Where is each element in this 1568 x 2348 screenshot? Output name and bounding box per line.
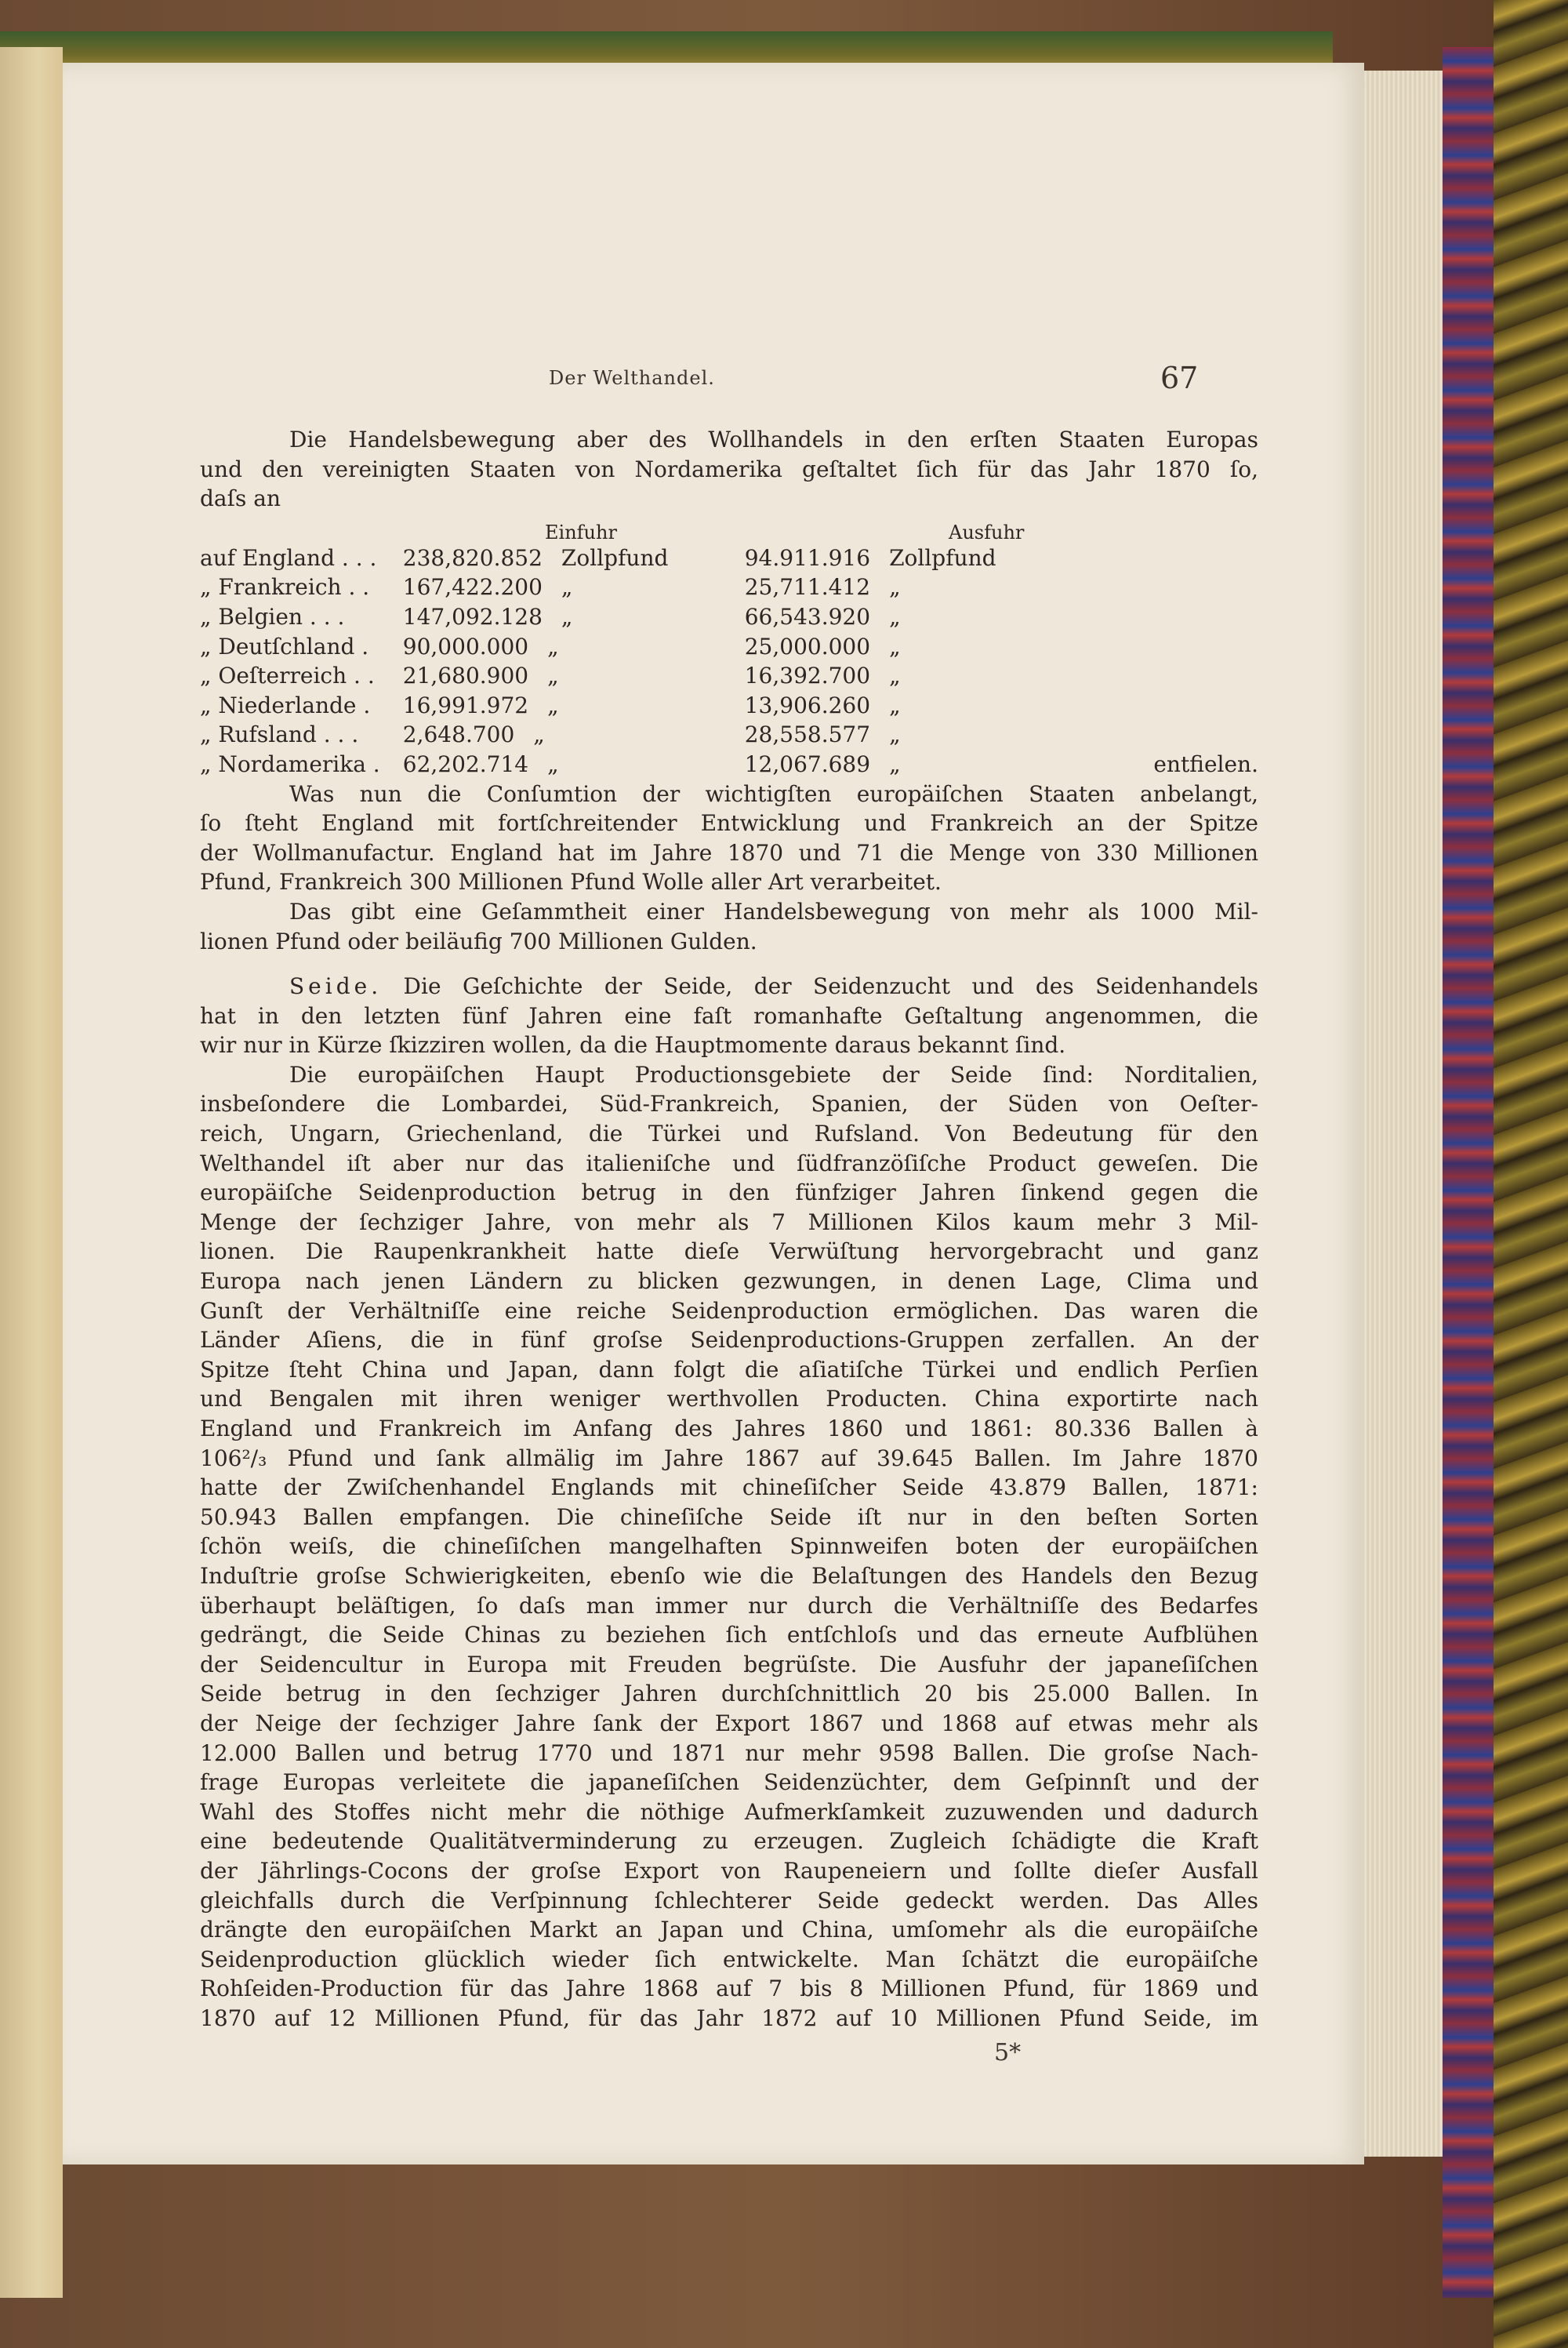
import-unit: „ xyxy=(547,692,559,718)
export-unit: „ xyxy=(889,692,901,718)
text-line: der Neige der ſechziger Jahre ſank der Export 1867 und 1868 auf etwas mehr als xyxy=(200,1710,1258,1736)
export-value: 25,000.000 xyxy=(744,633,871,660)
text-fragment: Die Geſchichte der Seide, der Seidenzucht und des Seidenhandels xyxy=(382,973,1258,1000)
printer-signature: 5* xyxy=(994,2039,1022,2066)
import-unit: „ xyxy=(561,574,573,601)
import-value: 147,092.128 xyxy=(402,603,543,630)
consumption-paragraph xyxy=(200,780,1258,897)
export-cell xyxy=(745,691,1154,721)
import-unit: „ xyxy=(547,751,559,777)
text-line: der Jährlings-Cocons der groſse Export von Raupeneiern und ſollte dieſer Ausfall xyxy=(200,1857,1258,1884)
remark-cell: entfielen. xyxy=(1153,751,1258,777)
country-cell: „ Belgien . . . xyxy=(200,603,345,630)
export-cell xyxy=(745,720,1154,750)
text-line: hatte der Zwiſchenhandel Englands mit chineſiſcher Seide 43.879 Ballen, 1871: xyxy=(200,1474,1258,1501)
export-unit: „ xyxy=(889,574,901,601)
import-cell xyxy=(403,602,745,632)
text-line: Was nun die Conſumtion der wichtigſten europäiſchen Staaten anbelangt, xyxy=(289,780,1258,807)
export-value: 94.911.916 xyxy=(744,544,871,571)
remark-cell xyxy=(1153,543,1258,573)
country-cell: „ Rufsland . . . xyxy=(200,721,359,748)
country-cell: auf England . . . xyxy=(200,544,377,571)
export-unit: „ xyxy=(889,663,901,689)
import-unit: „ xyxy=(547,663,559,689)
export-value: 12,067.689 xyxy=(744,751,871,777)
text-line: Die europäiſchen Haupt Productionsgebiete der Seide ſind: Norditalien, xyxy=(289,1061,1258,1088)
text-line: Menge der ſechziger Jahre, von mehr als 7 Millionen Kilos kaum mehr 3 Mil- xyxy=(200,1209,1258,1235)
export-unit: „ xyxy=(889,603,901,630)
remark-cell xyxy=(1153,661,1258,691)
export-unit: „ xyxy=(889,721,901,748)
import-cell xyxy=(403,661,745,691)
text-line: insbeſondere die Lombardei, Süd-Frankreich, Spanien, der Süden von Oeſter- xyxy=(200,1091,1258,1118)
remark-cell xyxy=(1153,632,1258,662)
text-line: frage Europas verleitete die japaneſiſchen Seidenzüchter, dem Geſpinnſt und der xyxy=(200,1769,1258,1796)
table-row xyxy=(200,720,1258,750)
text-line: Pfund, Frankreich 300 Millionen Pfund Wolle aller Art verarbeitet. xyxy=(200,869,942,896)
import-value: 167,422.200 xyxy=(402,574,543,601)
text-line: und Bengalen mit ihren weniger werthvollen Producten. China exportirte nach xyxy=(200,1386,1258,1412)
remark-cell xyxy=(1153,720,1258,750)
import-unit: „ xyxy=(561,603,573,630)
table-row xyxy=(200,632,1258,662)
import-cell xyxy=(403,572,745,602)
table-row xyxy=(200,750,1258,780)
text-line: der Wollmanufactur. England hat im Jahre 1870 und 71 die Menge von 330 Millionen xyxy=(200,839,1258,866)
text-line: gedrängt, die Seide Chinas zu beziehen ſich entſchloſs und das erneute Aufblühen xyxy=(200,1622,1258,1648)
text-line: europäiſche Seidenproduction betrug in den fünfziger Jahren ſinkend gegen die xyxy=(200,1179,1258,1206)
book-page xyxy=(63,63,1364,2164)
export-unit: „ xyxy=(889,751,901,777)
seide-section xyxy=(200,972,1258,2033)
text-line: hat in den letzten fünf Jahren eine faſt romanhafte Geſtaltung angenommen, die xyxy=(200,1002,1258,1029)
import-unit: Zollpfund xyxy=(561,544,669,571)
text-line: Seidenproduction glücklich wieder ſich entwickelte. Man ſchätzt die europäiſche xyxy=(200,1946,1258,1972)
text-line: ſchön weiſs, die chineſiſchen mangelhaften Spinnweifen boten der europäiſchen xyxy=(200,1533,1258,1560)
text-line: ſo ſteht England mit fortſchreitender Entwicklung und Frankreich an der Spitze xyxy=(200,810,1258,837)
text-line: drängte den europäiſchen Markt an Japan und China, umſomehr als die europäiſche xyxy=(200,1917,1258,1943)
import-value: 2,648.700 xyxy=(402,721,515,748)
total-paragraph xyxy=(200,897,1258,956)
table-row xyxy=(200,661,1258,691)
text-line: Rohſeiden-Production für das Jahre 1868 auf 7 bis 8 Millionen Pfund, für 1869 und xyxy=(200,1975,1258,2002)
import-cell xyxy=(403,691,745,721)
import-cell xyxy=(403,632,745,662)
text-line: Welthandel iſt aber nur das italieniſche und ſüdfranzöſiſche Product geweſen. Die xyxy=(200,1150,1258,1176)
import-cell xyxy=(403,543,745,573)
import-unit: „ xyxy=(547,633,559,660)
export-cell xyxy=(745,602,1154,632)
import-value: 16,991.972 xyxy=(402,692,529,718)
text-line: Spitze ſteht China und Japan, dann folgt die aſiatiſche Türkei und endlich Perſien xyxy=(200,1356,1258,1383)
section-heading: Seide. xyxy=(289,973,383,1000)
running-head: Der Welthandel. xyxy=(549,367,715,389)
text-block xyxy=(200,425,1258,2033)
column-header-import: Einfuhr xyxy=(545,521,617,543)
text-line: Europa nach jenen Ländern zu blicken gezwungen, in denen Lage, Clima und xyxy=(200,1268,1258,1295)
country-cell: „ Nordamerika . xyxy=(200,751,380,777)
export-value: 13,906.260 xyxy=(744,692,871,718)
country-cell: „ Oeſterreich . . xyxy=(200,663,375,689)
country-cell: „ Niederlande . xyxy=(200,692,371,718)
export-unit: „ xyxy=(889,633,901,660)
marbled-cover xyxy=(1494,0,1568,2348)
export-value: 25,711.412 xyxy=(744,574,871,601)
import-cell xyxy=(403,750,745,780)
text-line: 50.943 Ballen empfangen. Die chineſiſche Seide iſt nur in den beſten Sorten xyxy=(200,1503,1258,1530)
remark-cell xyxy=(1153,691,1258,721)
text-line: Die Handelsbewegung aber des Wollhandels in den erſten Staaten Europas xyxy=(289,427,1258,453)
export-cell xyxy=(745,661,1154,691)
country-cell: „ Frankreich . . xyxy=(200,574,370,601)
page-block-edges xyxy=(1356,71,1443,2157)
text-line: eine bedeutende Qualitätverminderung zu erzeugen. Zugleich ſchädigte die Kraft xyxy=(200,1828,1258,1855)
intro-paragraph xyxy=(200,425,1258,514)
table-row xyxy=(200,572,1258,602)
text-line: 1870 auf 12 Millionen Pfund, für das Jahr 1872 auf 10 Millionen Pfund Seide, im xyxy=(200,2005,1258,2031)
text-line: wir nur in Kürze ſkizziren wollen, da die Hauptmomente daraus bekannt ſind. xyxy=(200,1032,1066,1059)
left-page-edge xyxy=(0,47,63,2298)
column-header-export: Ausfuhr xyxy=(949,521,1025,543)
export-value: 16,392.700 xyxy=(744,663,871,689)
export-cell xyxy=(745,632,1154,662)
text-line: Das gibt eine Geſammtheit einer Handelsbewegung von mehr als 1000 Mil- xyxy=(289,898,1258,925)
import-value: 238,820.852 xyxy=(402,544,543,571)
import-cell xyxy=(403,720,745,750)
export-unit: Zollpfund xyxy=(889,544,996,571)
export-value: 28,558.577 xyxy=(744,721,871,748)
export-cell xyxy=(745,750,1154,780)
import-value: 90,000.000 xyxy=(402,633,529,660)
text-line: 12.000 Ballen und betrug 1770 und 1871 nur mehr 9598 Ballen. Die groſse Nach- xyxy=(200,1739,1258,1766)
text-line: England und Frankreich im Anfang des Jahres 1860 und 1861: 80.336 Ballen à xyxy=(200,1416,1258,1441)
text-line: Seide betrug in den ſechziger Jahren durchſchnittlich 20 bis 25.000 Ballen. In xyxy=(200,1681,1258,1707)
seide-body xyxy=(200,1060,1258,2034)
country-cell: „ Deutſchland . xyxy=(200,633,369,660)
text-line: und den vereinigten Staaten von Nordamerika geſtaltet ſich für das Jahr 1870 ſo, xyxy=(200,456,1258,482)
export-cell xyxy=(745,572,1154,602)
remark-cell xyxy=(1153,572,1258,602)
text-line: lionen. Die Raupenkrankheit hatte dieſe Verwüſtung hervorgebracht und ganz xyxy=(200,1238,1258,1265)
import-value: 21,680.900 xyxy=(402,663,529,689)
text-line: reich, Ungarn, Griechenland, die Türkei und Rufsland. Von Bedeutung für den xyxy=(200,1121,1258,1147)
table-header xyxy=(200,514,1258,543)
text-line xyxy=(200,972,1258,1001)
text-line: der Seidencultur in Europa mit Freuden begrüſste. Die Ausfuhr der japaneſiſchen xyxy=(200,1651,1258,1677)
text-line: Induſtrie groſse Schwierigkeiten, ebenſo wie die Belaſtungen des Handels den Bezug xyxy=(200,1562,1258,1589)
remark-cell xyxy=(1153,602,1258,632)
import-value: 62,202.714 xyxy=(402,751,529,777)
text-line: 106²/₃ Pfund und ſank allmälig im Jahre 1867 auf 39.645 Ballen. Im Jahre 1870 xyxy=(200,1445,1258,1471)
text-line: Wahl des Stoffes nicht mehr die nöthige Aufmerkſamkeit zuzuwenden und dadurch xyxy=(200,1798,1258,1825)
export-cell xyxy=(745,543,1154,573)
table-row xyxy=(200,543,1258,573)
text-line: überhaupt beläſtigen, ſo daſs man immer nur durch die Verhältniſſe des Bedarfes xyxy=(200,1592,1258,1619)
text-line: Länder Aſiens, die in fünf groſse Seidenproductions-Gruppen zerfallen. An der xyxy=(200,1327,1258,1354)
import-unit: „ xyxy=(533,721,545,748)
page-number: 67 xyxy=(1160,361,1199,395)
text-line: lionen Pfund oder beiläufig 700 Millionen Gulden. xyxy=(200,928,757,954)
text-line: daſs an xyxy=(200,485,281,512)
trade-table xyxy=(200,543,1258,780)
text-line: gleichfalls durch die Verſpinnung ſchlechterer Seide gedeckt werden. Das Alles xyxy=(200,1887,1258,1914)
table-row xyxy=(200,691,1258,721)
export-value: 66,543.920 xyxy=(744,603,871,630)
text-line: Gunſt der Verhältniſſe eine reiche Seidenproduction ermöglichen. Das waren die xyxy=(200,1297,1258,1324)
table-row xyxy=(200,602,1258,632)
